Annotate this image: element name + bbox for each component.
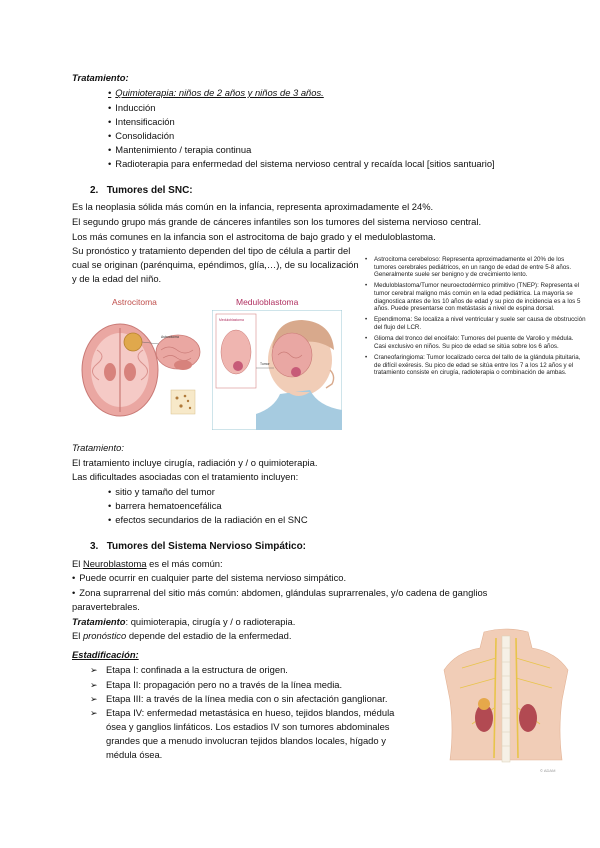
paragraph-line: Su pronóstico y tratamiento dependen del tipo de célula a partir del [72, 245, 351, 256]
list-item: • Consolidación [108, 129, 174, 142]
figure-label-astrocitoma: Astrocitoma [112, 297, 157, 307]
stage-item: ➢ Etapa III: a través de la línea media con o sin afectación ganglionar. [90, 693, 388, 704]
tratamiento-line-3: Tratamiento: quimioterapia, cirugía y / o radioterapia. [72, 616, 296, 627]
list-item: • Craneofaringioma: Tumor localizado cerca del tallo de la glándula pituitaria, de difícil exéresis. Su pico de edad se sitúa entre los 7 a los 12 años y el tratamiento consiste en cirugía, radioterapia o combinación de ambas. [365, 354, 587, 377]
figure-label-meduloblastoma: Meduloblastoma [236, 297, 299, 307]
neuroblastoma-line: El Neuroblastoma es el más común: [72, 558, 223, 569]
tumor-types-list [365, 256, 587, 380]
list-item: • efectos secundarios de la radiación en el SNC [108, 513, 308, 526]
inset-label: Meduloblastoma [219, 318, 244, 322]
tratamiento-heading-2: Tratamiento: [72, 442, 124, 453]
list-item: • Mantenimiento / terapia continua [108, 143, 251, 156]
stage-item: ➢ Etapa I: confinada a la estructura de origen. [90, 664, 288, 675]
callout-tumor: Tumor [260, 362, 270, 366]
paragraph-line: El segundo grupo más grande de cánceres infantiles son los tumores del sistema nervioso central. [72, 216, 482, 227]
list-item: • Meduloblastoma/Tumor neuroectodérmico primitivo (TNEP): Representa el tumor cerebral maligno más común en la edad pediátrica. La mayoría se diagnostica antes de los 10 años de edad y su pico de incidencia es a los 5 años. Puede presentarse con metástasis a nivel de espina dorsal. [365, 282, 587, 312]
paragraph-line: cual se originan (parénquima, epéndimos, glía,…), de su localización [72, 259, 359, 270]
list-item: • Puede ocurrir en cualquier parte del sistema nervioso simpático. [72, 571, 346, 584]
list-item: • sitio y tamaño del tumor [108, 485, 215, 498]
stage-continuation: grandes que a menudo involucran tejidos blandos locales, hígado y [106, 735, 386, 746]
list-item: • Quimioterapia: niños de 2 años y niños de 3 años. [108, 86, 324, 99]
list-item: • Glioma del tronco del encéfalo: Tumores del puente de Varolio y médula. Casi exclusivo en niños. Su pico de edad se sitúa sobre los 6 años. [365, 335, 587, 350]
paragraph-line: Los más comunes en la infancia son el astrocitoma de bajo grado y el meduloblastoma. [72, 231, 436, 242]
list-item: • Intensificación [108, 115, 175, 128]
stage-continuation: ósea y ganglios linfáticos. Los estadios IV son tumores abdominales [106, 721, 390, 732]
pronostico-line: El pronóstico depende del estadio de la enfermedad. [72, 630, 292, 641]
list-item: • Astrocitoma cerebeloso: Representa aproximadamente el 20% de los tumores cerebrales pediátricos, en un rango de edad de entre 5-8 años. Generalmente suele ser benigno y de crecimiento lento. [365, 256, 587, 279]
list-item: • barrera hematoencefálica [108, 499, 222, 512]
astrocitoma-brain-illustration [75, 310, 207, 430]
list-item: • Ependimoma: Se localiza a nivel ventricular y suele ser causa de obstrucción del flujo del LCR. [365, 316, 587, 331]
paragraph-line: Es la neoplasia sólida más común en la infancia, representa aproximadamente el 24%. [72, 201, 434, 212]
list-item: • Radioterapia para enfermedad del sistema nervioso central y recaída local [sitios santuario] [108, 157, 495, 170]
section-heading-simpatico: 3. Tumores del Sistema Nervioso Simpático: [90, 541, 307, 552]
paragraph-line: Las dificultades asociadas con el tratamiento incluyen: [72, 471, 299, 482]
list-item: • Zona suprarrenal del sitio más común: abdomen, glándulas suprarrenales, y/o cadena de ganglios [72, 586, 487, 599]
paragraph-line: paravertebrales. [72, 601, 140, 612]
estadificacion-heading: Estadificación: [72, 649, 139, 660]
callout-astrocitoma: Astrocitoma [161, 335, 179, 339]
tratamiento-heading-1: Tratamiento: [72, 72, 129, 83]
image-credit: © ADAM [540, 768, 556, 773]
paragraph-line: y de la edad del niño. [72, 273, 162, 284]
section-heading-snc: 2. Tumores del SNC: [90, 185, 193, 196]
stage-item: ➢ Etapa IV: enfermedad metastásica en hueso, tejidos blandos, médula [90, 707, 395, 718]
list-item: • Inducción [108, 101, 155, 114]
stage-item: ➢ Etapa II: propagación pero no a través de la línea media. [90, 679, 343, 690]
meduloblastoma-child-illustration [212, 310, 342, 430]
paragraph-line: El tratamiento incluye cirugía, radiación y / o quimioterapia. [72, 457, 318, 468]
stage-continuation: médula ósea. [106, 749, 163, 760]
sympathetic-system-illustration [432, 628, 580, 774]
